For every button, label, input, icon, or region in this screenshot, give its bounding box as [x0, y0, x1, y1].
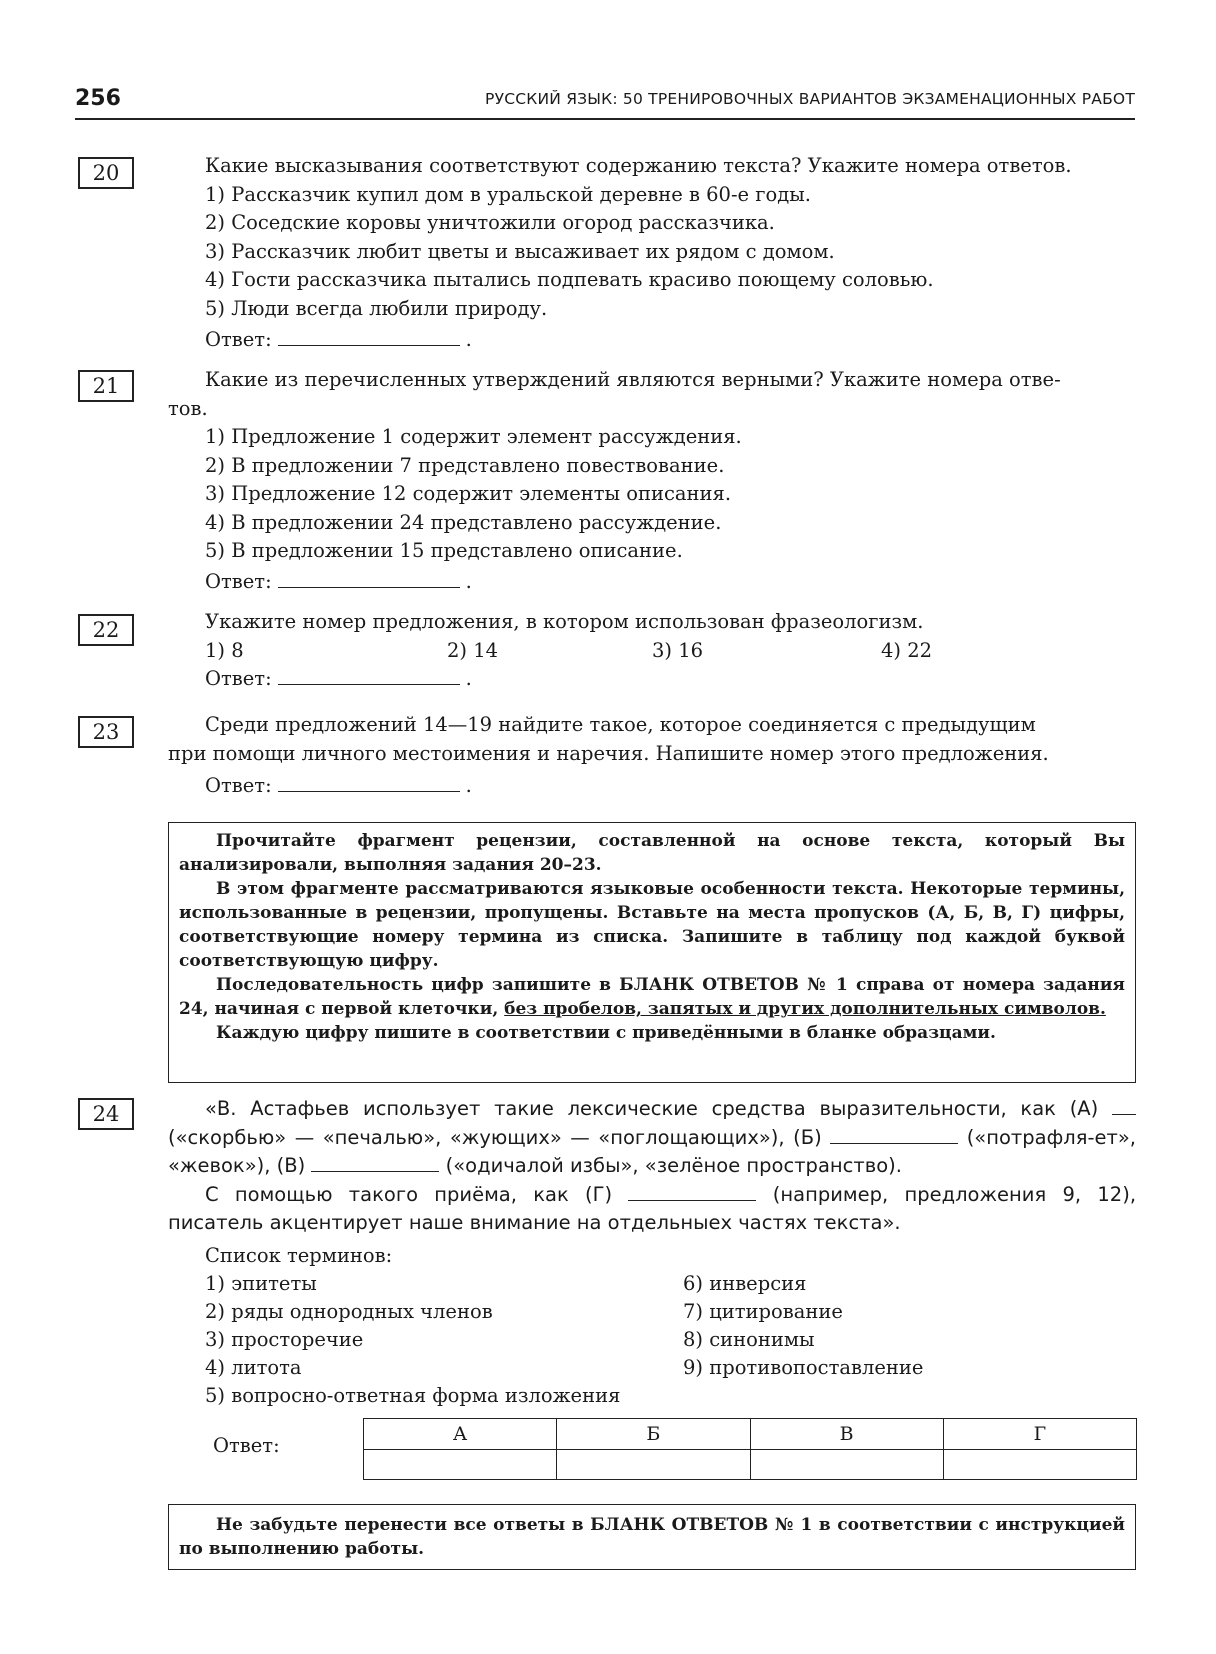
answer-label: Ответ: [205, 774, 272, 797]
task-22 [168, 608, 1136, 694]
instruction-p3-text: Последовательность цифр запишите в БЛАНК ОТВЕТОВ № 1 справа от номера задания 24, начиная с первой клеточки, [179, 975, 1125, 1019]
answer-table-header: Г [943, 1419, 1136, 1450]
terms-list [205, 1242, 945, 1410]
term-item: 7) цитирование [683, 1300, 843, 1323]
page-number: 256 [75, 86, 121, 111]
answer-table-header: А [364, 1419, 557, 1450]
term-item: 1) эпитеты [205, 1272, 317, 1295]
answer-blank[interactable] [278, 327, 460, 346]
answer-blank[interactable] [278, 666, 460, 685]
instruction-p4: Каждую цифру пишите в соответствии с приведёнными в бланке образцами. [216, 1023, 996, 1043]
task-21-option: 2) В предложении 7 представлено повествование. [205, 453, 725, 477]
answer-label: Ответ: [205, 667, 272, 690]
task-20 [168, 152, 1136, 355]
answer-label: Ответ: [205, 328, 272, 351]
gap-c[interactable] [311, 1155, 439, 1172]
answer-table [363, 1418, 1137, 1480]
instruction-p1: Прочитайте фрагмент рецензии, составленной на основе текста, который Вы анализировали, выполняя задания 20–23. [179, 831, 1125, 875]
task-22-option: 3) 16 [652, 638, 704, 662]
task-21-option: 5) В предложении 15 представлено описание. [205, 539, 683, 562]
task-22-option: 2) 14 [447, 638, 499, 662]
term-item: 6) инверсия [683, 1272, 807, 1295]
term-item: 5) вопросно-ответная форма изложения [205, 1384, 621, 1407]
answer-cell-d[interactable] [943, 1449, 1136, 1480]
instruction-p3-underlined: без пробелов, запятых и других дополнительных символов. [504, 999, 1106, 1019]
task-24-answer-label: Ответ: [213, 1434, 280, 1457]
task-21-option: 1) Предложение 1 содержит элемент рассуждения. [205, 425, 742, 448]
task-20-option: 3) Рассказчик любит цветы и высаживает их рядом с домом. [205, 239, 835, 263]
answer-label: Ответ: [205, 569, 272, 593]
answer-cell-c[interactable] [750, 1449, 943, 1480]
reminder-text: Не забудьте перенести все ответы в БЛАНК ОТВЕТОВ № 1 в соответствии с инструкцией по выполнению работы. [179, 1515, 1125, 1559]
task-number-20: 20 [78, 157, 134, 189]
page-header [75, 86, 1135, 120]
task-21-question-cont: тов. [168, 396, 208, 420]
task-24-paragraph-1: «В. Астафьев использует такие лексические средства выразительности, как (А) («скорбью» — «печалью», «жующих» — «поглощающих»), (Б) («потрафля-ет», «жевок»), (В) («одичалой избы», «зелёное пространство). [168, 1097, 1136, 1177]
terms-title: Список терминов: [205, 1244, 393, 1267]
reminder-box [168, 1504, 1136, 1570]
task-21-option: 4) В предложении 24 представлено рассуждение. [205, 510, 722, 534]
task-23 [168, 711, 1136, 801]
task-23-question: Среди предложений 14—19 найдите такое, которое соединяется с предыдущим [205, 713, 1036, 736]
term-item: 8) синонимы [683, 1328, 815, 1351]
task-22-option: 4) 22 [881, 638, 933, 662]
term-item: 9) противопоставление [683, 1356, 924, 1379]
task-number-21: 21 [78, 370, 134, 402]
task-24-paragraph-2: С помощью такого приёма, как (Г) (например, предложения 9, 12), писатель акцентирует наше внимание на отдельныех частях текста». [168, 1182, 1137, 1234]
task-21 [168, 366, 1136, 596]
task-24-text [168, 1095, 1136, 1238]
task-22-option: 1) 8 [205, 638, 244, 662]
gap-b[interactable] [830, 1127, 958, 1144]
answer-cell-a[interactable] [364, 1449, 557, 1480]
task-number-22: 22 [78, 614, 134, 646]
answer-table-header: В [750, 1419, 943, 1450]
task-number-23: 23 [78, 716, 134, 748]
answer-blank[interactable] [278, 773, 460, 792]
answer-blank[interactable] [278, 569, 460, 588]
instruction-p2: В этом фрагменте рассматриваются языковые особенности текста. Некоторые термины, использованные в рецензии, пропущены. Вставьте на места пропусков (А, Б, В, Г) цифры, соответствующие номеру термина из списка. Запишите в таблицу под каждой буквой соответствующую цифру. [179, 879, 1125, 971]
term-item: 4) литота [205, 1356, 302, 1379]
task-20-option: 5) Люди всегда любили природу. [205, 296, 548, 320]
task-21-option: 3) Предложение 12 содержит элементы описания. [205, 482, 732, 505]
task-20-answer: Ответ: . [205, 328, 472, 351]
task-22-question: Укажите номер предложения, в котором использован фразеологизм. [205, 610, 924, 633]
answer-table-header: Б [557, 1419, 750, 1450]
term-item: 3) просторечие [205, 1328, 364, 1351]
task-21-answer: Ответ: . [205, 569, 472, 593]
task-21-question: Какие из перечисленных утверждений являются верными? Укажите номера отве- [205, 368, 1061, 391]
task-22-answer: Ответ: . [205, 667, 472, 690]
task-20-question: Какие высказывания соответствуют содержанию текста? Укажите номера ответов. [205, 154, 1072, 177]
gap-d[interactable] [628, 1184, 756, 1201]
running-title: РУССКИЙ ЯЗЫК: 50 ТРЕНИРОВОЧНЫХ ВАРИАНТОВ ЭКЗАМЕНАЦИОННЫХ РАБОТ [485, 90, 1135, 108]
task-22-options [205, 637, 1136, 666]
task-23-question-cont: при помощи личного местоимения и наречия. Напишите номер этого предложения. [168, 741, 1049, 765]
gap-a[interactable] [1112, 1098, 1136, 1115]
instruction-p3 [179, 973, 1125, 1021]
task-20-option: 4) Гости рассказчика пытались подпевать красиво поющему соловью. [205, 268, 934, 291]
term-item: 2) ряды однородных членов [205, 1300, 493, 1323]
task-20-option: 1) Рассказчик купил дом в уральской деревне в 60-е годы. [205, 182, 811, 206]
terms-right-column [683, 1270, 923, 1382]
task-23-answer: Ответ: . [205, 774, 472, 797]
instruction-box [168, 822, 1136, 1083]
answer-cell-b[interactable] [557, 1449, 750, 1480]
task-number-24: 24 [78, 1098, 134, 1130]
task-20-option: 2) Соседские коровы уничтожили огород рассказчика. [205, 211, 775, 234]
